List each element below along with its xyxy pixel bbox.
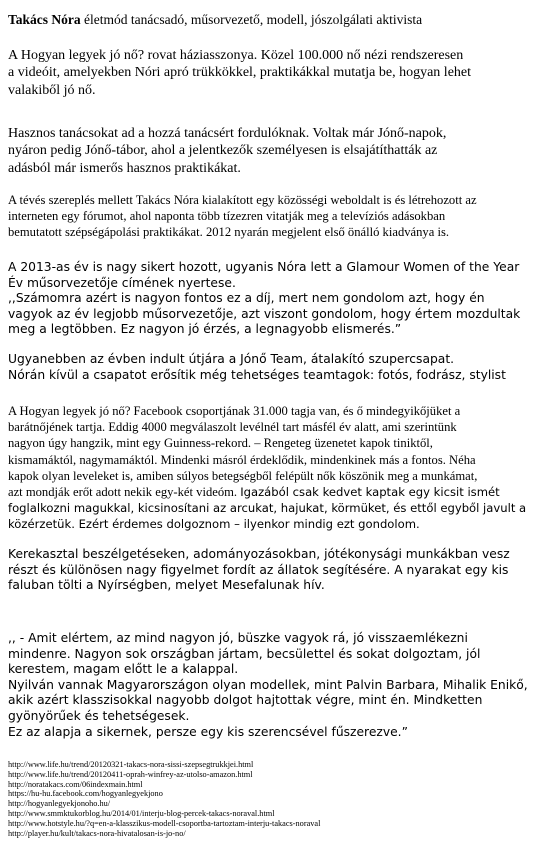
quote-line: meg a legtöbben. Ez nagyon jó érzés, a legnagyobb elismerés.” — [8, 322, 402, 337]
source-link[interactable]: https://hu-hu.facebook.com/hogyanlegyekjono — [8, 789, 163, 799]
source-link[interactable]: http://noratakacs.com/06indexmain.html — [8, 779, 143, 789]
text-line: barátnőjének tartja. Eddig 4000 megválaszolt levélnél tart másfél év alatt, ami szerintünk — [8, 420, 457, 435]
quote-line: ,, - Amit elértem, az mind nagyon jó, büszke vagyok rá, jó visszaemlékezni — [8, 631, 468, 645]
text-line: nyáron pedig Jónő-tábor, ahol a jelentkezők személyesen is elsajátíthatták az — [8, 143, 438, 159]
intro-line — [8, 11, 422, 28]
quote-line: akik azért klasszisokkal nagyobb dolgot hajtottak végre, mint én. Mindketten — [8, 693, 483, 708]
quote-line: kerestem, magam előtt le a kalappal. — [8, 662, 239, 677]
person-tagline: életmód tanácsadó, műsorvezető, modell, jószolgálati aktivista — [84, 12, 423, 27]
paragraph-advice — [8, 125, 536, 177]
text-line: A 2013-as év is nagy sikert hozott, ugyanis Nóra lett a Glamour Women of the Year — [8, 260, 520, 274]
source-link[interactable]: http://www.smmktukorblog.hu/2014/01/interju-blog-percek-takacs-noraval.html — [8, 808, 275, 818]
text-line: Ugyanebben az évben indult útjára a Jónő Team, átalakító szupercsapat. — [8, 352, 455, 366]
quote-line: vagyok az év legjobb műsorvezetője, azt viszont gondolom, hogy értem mozdultak — [8, 306, 521, 321]
paragraph-charity — [8, 547, 536, 594]
text-line: A Hogyan legyek jó nő? rovat háziasszonya. Közel 100.000 nő nézi rendszeresen — [8, 48, 464, 63]
person-name: Takács Nóra — [8, 12, 81, 27]
text-line: bemutatott szépségápolási praktikákat. 2012 nyarán megjelent első önálló kiadványa is. — [8, 225, 450, 240]
text-line: kismamáktól, nagymamáktól. Mindenki másról érdeklődik, mindenkinek más a fontos. Néha — [8, 452, 476, 467]
text-line: Kerekasztal beszélgetéseken, adományozásokban, jótékonysági munkákban vesz — [8, 547, 510, 561]
text-line: Év műsorvezetője címének nyertese. — [8, 275, 236, 290]
text-line: közérzetük. Ezért érdemes dolgoznom – ilyenkor mindig ezt gondolom. — [8, 517, 420, 532]
text-line: A Hogyan legyek jó nő? Facebook csoportjának 31.000 tagja van, és ő mindegyikőjüket a — [8, 404, 461, 418]
source-link[interactable]: http://www.hotstyle.hu/?q=en-a-klasszikus-modell-csoportba-tartoztam-interju-takacs-noraval — [8, 818, 321, 828]
paragraph-award — [8, 260, 536, 338]
text-line: részt és különösen nagy figyelmet fordít az állatok segítésére. A nyarakat egy kis — [8, 562, 509, 577]
text-fragment: azt mondják erőt adott nekik egy-két videóm. — [8, 485, 241, 500]
text-line: foglalkozni magukkal, kicsinosítani az arcukat, hajukat, körmüket, és ettől egyből javult a — [8, 501, 527, 516]
text-line: kapok olyan leveleket is, amiben súlyos betegségből felépült nők köszönik meg a munkámat, — [8, 468, 478, 483]
source-links — [8, 760, 536, 838]
paragraph-team — [8, 352, 536, 383]
text-line: faluban tölti a Nyírségben, melyet Mesefalunak hív. — [8, 578, 325, 593]
source-link[interactable]: http://www.life.hu/trend/20120411-oprah-winfrey-az-utolso-amazon.html — [8, 769, 253, 779]
text-fragment: Igazából csak kedvet kaptak egy kicsit ismét — [240, 485, 500, 500]
quote-line: ,,Számomra azért is nagyon fontos ez a díj, mert nem gondolom azt, hogy én — [8, 291, 485, 306]
source-link[interactable]: http://hogyanlegyekjonoho.hu/ — [8, 799, 111, 809]
quote-line: Nyilván vannak Magyarországon olyan modellek, mint Palvin Barbara, Mihalik Enikő, — [8, 677, 528, 692]
quote-line: Ez az alapja a sikernek, persze egy kis szerencsével fűszerezve.” — [8, 724, 408, 739]
source-link[interactable]: http://player.hu/kult/takacs-nora-hivatalosan-is-jo-no/ — [8, 828, 186, 838]
quote-line: mindenre. Nagyon sok országban jártam, becsülettel és sokat dolgoztam, jól — [8, 646, 481, 661]
paragraph-facebook — [8, 403, 536, 533]
text-line: nagyon úgy hangzik, mint egy Guinness-rekord. – Rengeteg üzenetet kapok tiniktől, — [8, 436, 433, 451]
text-line: adásból már ismerős hasznos praktikákat. — [8, 160, 241, 176]
source-link[interactable]: http://www.life.hu/trend/20120321-takacs-nora-sissi-szepsegtrukkjei.html — [8, 760, 254, 769]
text-line: Hasznos tanácsokat ad a hozzá tanácsért fordulóknak. Voltak már Jónő-napok, — [8, 126, 447, 141]
text-line: valakiből jó nő. — [8, 82, 96, 98]
text-line: A tévés szereplés mellett Takács Nóra kialakított egy közösségi weboldalt is és létrehozott az — [8, 193, 477, 207]
text-line: interneten egy fórumot, ahol naponta több tízezren vitatják meg a televíziós adásokban — [8, 209, 446, 224]
text-line-mixed — [8, 484, 536, 500]
paragraph-community — [8, 192, 536, 241]
quote-line: gyönyörűek és tehetségesek. — [8, 708, 190, 723]
text-line: Nórán kívül a csapatot erősítik még tehetséges teamtagok: fotós, fodrász, stylist — [8, 367, 506, 382]
text-line: a videóit, amelyekben Nóri apró trükkökkel, praktikákkal mutatja be, hogyan lehet — [8, 65, 472, 81]
paragraph-closing-quote — [8, 631, 536, 740]
paragraph-intro — [8, 47, 536, 99]
